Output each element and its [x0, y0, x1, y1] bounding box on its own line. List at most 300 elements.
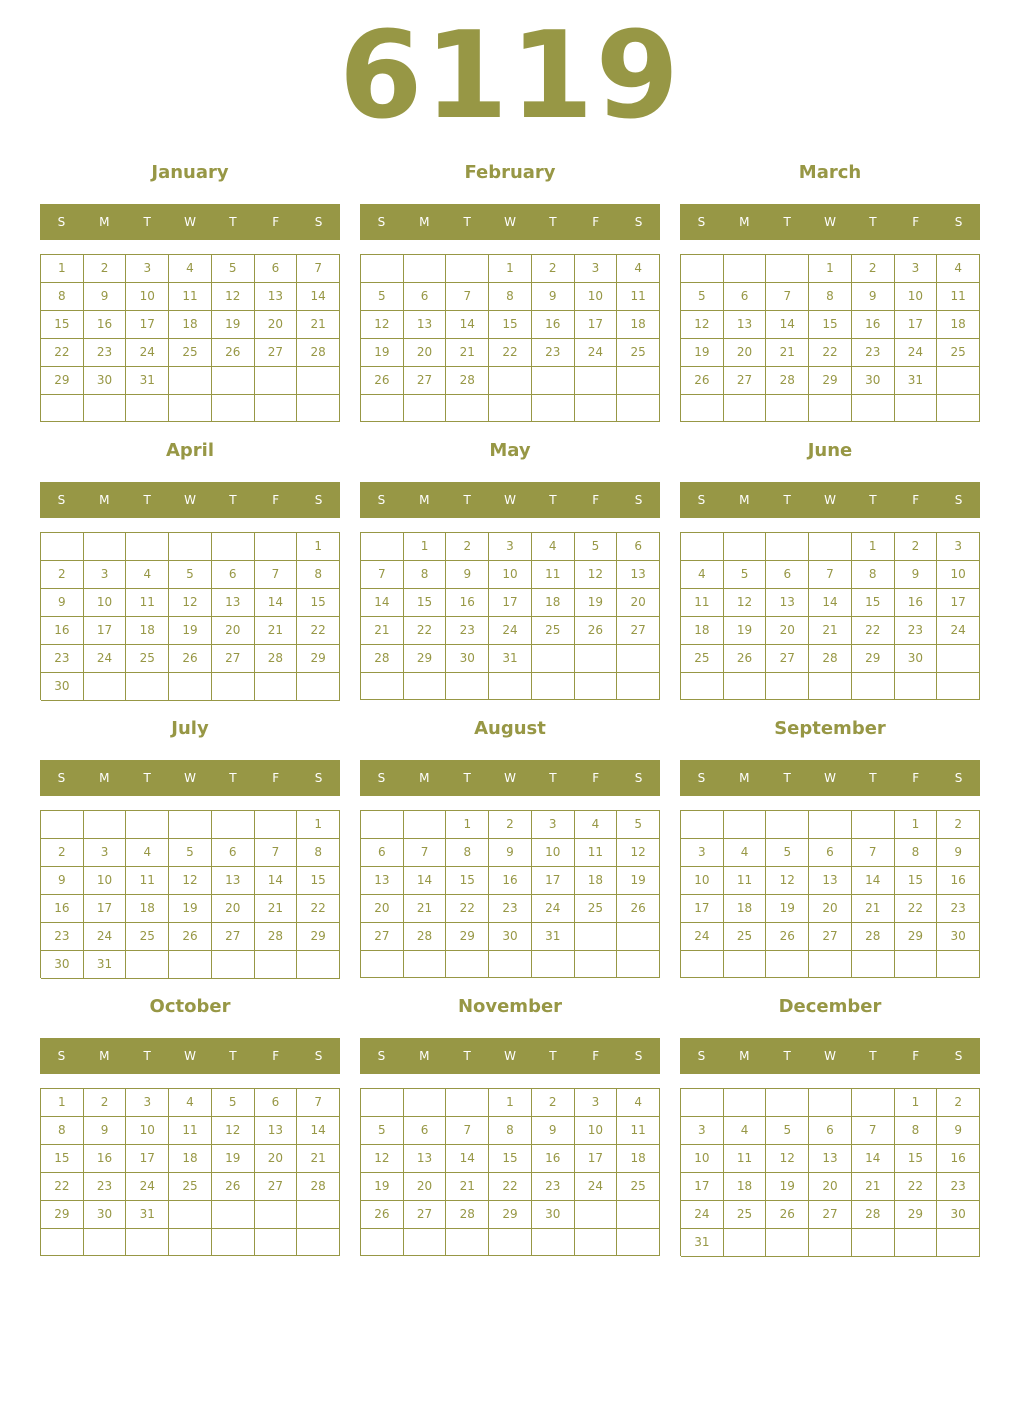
empty-cell [446, 395, 489, 422]
weekday-label: M [739, 1049, 750, 1063]
day-cell: 18 [575, 867, 618, 895]
day-cell: 13 [724, 311, 767, 339]
day-cell: 22 [489, 339, 532, 367]
day-cell: 8 [297, 561, 340, 589]
weekday-label: T [143, 771, 151, 785]
empty-cell [212, 395, 255, 422]
day-cell: 10 [937, 561, 980, 589]
empty-cell [255, 673, 298, 701]
day-cell: 17 [575, 311, 618, 339]
empty-cell [84, 533, 127, 561]
day-cell: 28 [446, 1201, 489, 1229]
day-cell: 29 [895, 1201, 938, 1229]
day-cell: 23 [41, 923, 84, 951]
weekday-label: T [869, 771, 877, 785]
weekday-label: M [419, 771, 430, 785]
day-cell: 1 [404, 533, 447, 561]
weekday-label: W [504, 493, 516, 507]
day-cell: 24 [84, 645, 127, 673]
weekday-label: S [697, 215, 706, 229]
weekday-label: W [184, 493, 196, 507]
day-cell: 18 [724, 1173, 767, 1201]
day-cell: 21 [297, 1145, 340, 1173]
day-cell: 8 [446, 839, 489, 867]
day-cell: 19 [681, 339, 724, 367]
day-cell: 11 [532, 561, 575, 589]
empty-cell [169, 811, 212, 839]
day-cell: 13 [404, 1145, 447, 1173]
day-cell: 29 [297, 645, 340, 673]
empty-cell [895, 673, 938, 700]
day-cell: 23 [84, 1173, 127, 1201]
day-cell: 3 [681, 839, 724, 867]
empty-cell [809, 395, 852, 422]
empty-cell [84, 673, 127, 701]
day-cell: 21 [852, 1173, 895, 1201]
day-cell: 16 [84, 311, 127, 339]
weekday-label: M [99, 493, 110, 507]
empty-cell [766, 395, 809, 422]
day-cell: 19 [212, 311, 255, 339]
day-cell: 26 [212, 1173, 255, 1201]
empty-cell [766, 1089, 809, 1117]
day-cell: 28 [255, 923, 298, 951]
day-cell: 9 [41, 589, 84, 617]
day-cell: 2 [532, 255, 575, 283]
day-cell: 10 [895, 283, 938, 311]
empty-cell [532, 1229, 575, 1256]
weekday-label: T [143, 493, 151, 507]
day-cell: 18 [681, 617, 724, 645]
empty-cell [681, 811, 724, 839]
day-cell: 11 [126, 589, 169, 617]
day-cell: 29 [489, 1201, 532, 1229]
weekday-label: S [377, 1049, 386, 1063]
day-cell: 16 [41, 895, 84, 923]
day-cell: 6 [617, 533, 660, 561]
day-cell: 22 [809, 339, 852, 367]
day-cell: 6 [255, 255, 298, 283]
day-cell: 9 [937, 1117, 980, 1145]
weekday-label: S [954, 1049, 963, 1063]
day-cell: 18 [617, 311, 660, 339]
day-cell: 17 [895, 311, 938, 339]
day-cell: 19 [766, 1173, 809, 1201]
empty-cell [724, 1089, 767, 1117]
weekday-label: M [739, 771, 750, 785]
day-cell: 19 [724, 617, 767, 645]
empty-cell [361, 1089, 404, 1117]
day-cell: 11 [169, 1117, 212, 1145]
day-cell: 21 [766, 339, 809, 367]
empty-cell [681, 673, 724, 700]
empty-cell [404, 1089, 447, 1117]
weekday-label: T [463, 1049, 471, 1063]
empty-cell [255, 951, 298, 979]
day-cell: 14 [852, 1145, 895, 1173]
day-cell: 13 [255, 1117, 298, 1145]
empty-cell [212, 367, 255, 395]
empty-cell [766, 673, 809, 700]
weekday-header [680, 760, 980, 796]
empty-cell [169, 533, 212, 561]
weekday-header [680, 204, 980, 240]
day-cell: 4 [937, 255, 980, 283]
day-cell: 22 [489, 1173, 532, 1201]
empty-cell [617, 1229, 660, 1256]
day-cell: 8 [895, 839, 938, 867]
day-cell: 18 [169, 1145, 212, 1173]
day-cell: 21 [809, 617, 852, 645]
empty-cell [852, 1229, 895, 1257]
empty-cell [617, 645, 660, 673]
empty-cell [489, 1229, 532, 1256]
day-cell: 9 [41, 867, 84, 895]
empty-cell [681, 395, 724, 422]
empty-cell [255, 1229, 298, 1256]
weekday-label: S [697, 493, 706, 507]
weekday-label: T [229, 493, 237, 507]
day-cell: 23 [532, 1173, 575, 1201]
day-cell: 15 [404, 589, 447, 617]
day-cell: 6 [724, 283, 767, 311]
empty-cell [41, 1229, 84, 1256]
empty-cell [297, 1201, 340, 1229]
day-cell: 12 [724, 589, 767, 617]
day-cell: 7 [446, 1117, 489, 1145]
weekday-label: T [783, 771, 791, 785]
day-cell: 15 [41, 1145, 84, 1173]
day-cell: 18 [126, 895, 169, 923]
month-title: February [464, 162, 556, 183]
day-cell: 19 [766, 895, 809, 923]
day-cell: 6 [809, 1117, 852, 1145]
weekday-label: T [549, 771, 557, 785]
day-cell: 27 [212, 923, 255, 951]
empty-cell [852, 673, 895, 700]
empty-cell [126, 811, 169, 839]
day-cell: 5 [617, 811, 660, 839]
day-cell: 5 [766, 839, 809, 867]
weekday-label: T [143, 1049, 151, 1063]
weekday-label: T [549, 1049, 557, 1063]
empty-cell [446, 255, 489, 283]
day-cell: 12 [617, 839, 660, 867]
weekday-header [680, 1038, 980, 1074]
weekday-label: T [229, 1049, 237, 1063]
day-cell: 12 [575, 561, 618, 589]
empty-cell [617, 1201, 660, 1229]
day-cell: 22 [297, 617, 340, 645]
weekday-label: F [592, 1049, 600, 1063]
empty-cell [297, 367, 340, 395]
weekday-label: W [824, 1049, 836, 1063]
empty-cell [489, 367, 532, 395]
day-cell: 5 [212, 1089, 255, 1117]
day-cell: 20 [404, 339, 447, 367]
weekday-label: W [824, 215, 836, 229]
weekday-label: S [314, 771, 323, 785]
day-cell: 24 [126, 339, 169, 367]
day-cell: 7 [766, 283, 809, 311]
weekday-label: S [57, 1049, 66, 1063]
weekday-label: S [697, 1049, 706, 1063]
empty-cell [297, 951, 340, 979]
day-cell: 25 [937, 339, 980, 367]
empty-cell [212, 533, 255, 561]
day-cell: 2 [41, 561, 84, 589]
empty-cell [937, 367, 980, 395]
day-cell: 28 [852, 923, 895, 951]
empty-cell [724, 811, 767, 839]
day-cell: 21 [255, 617, 298, 645]
day-cell: 11 [169, 283, 212, 311]
day-cell: 3 [489, 533, 532, 561]
day-cell: 3 [937, 533, 980, 561]
day-cell: 11 [617, 1117, 660, 1145]
day-cell: 8 [489, 283, 532, 311]
empty-cell [681, 951, 724, 978]
day-cell: 3 [84, 839, 127, 867]
empty-cell [84, 395, 127, 422]
day-cell: 29 [809, 367, 852, 395]
day-grid [40, 810, 340, 978]
day-cell: 8 [41, 283, 84, 311]
day-cell: 15 [852, 589, 895, 617]
weekday-label: T [869, 215, 877, 229]
empty-cell [937, 395, 980, 422]
day-cell: 5 [681, 283, 724, 311]
day-cell: 17 [126, 1145, 169, 1173]
weekday-label: F [592, 215, 600, 229]
day-cell: 16 [937, 867, 980, 895]
weekday-label: T [783, 1049, 791, 1063]
day-cell: 20 [724, 339, 767, 367]
day-cell: 19 [361, 1173, 404, 1201]
day-cell: 27 [255, 339, 298, 367]
empty-cell [446, 673, 489, 700]
day-cell: 14 [809, 589, 852, 617]
weekday-label: S [634, 771, 643, 785]
weekday-header [40, 204, 340, 240]
day-cell: 9 [532, 1117, 575, 1145]
day-cell: 17 [126, 311, 169, 339]
empty-cell [575, 367, 618, 395]
day-cell: 13 [361, 867, 404, 895]
day-cell: 15 [41, 311, 84, 339]
day-cell: 15 [489, 1145, 532, 1173]
day-cell: 17 [937, 589, 980, 617]
day-cell: 23 [84, 339, 127, 367]
day-cell: 12 [169, 867, 212, 895]
empty-cell [575, 395, 618, 422]
day-cell: 16 [532, 311, 575, 339]
day-grid [360, 810, 660, 978]
day-cell: 1 [489, 255, 532, 283]
day-grid [680, 810, 980, 978]
day-cell: 10 [575, 1117, 618, 1145]
day-cell: 24 [532, 895, 575, 923]
empty-cell [126, 673, 169, 701]
day-cell: 19 [169, 617, 212, 645]
weekday-label: T [463, 771, 471, 785]
weekday-label: T [783, 215, 791, 229]
empty-cell [169, 395, 212, 422]
day-cell: 28 [852, 1201, 895, 1229]
empty-cell [297, 673, 340, 701]
day-cell: 25 [617, 1173, 660, 1201]
day-cell: 28 [361, 645, 404, 673]
weekday-label: T [549, 215, 557, 229]
day-cell: 3 [84, 561, 127, 589]
day-cell: 23 [489, 895, 532, 923]
empty-cell [361, 951, 404, 978]
empty-cell [489, 395, 532, 422]
weekday-label: T [463, 215, 471, 229]
day-cell: 17 [575, 1145, 618, 1173]
day-cell: 21 [446, 1173, 489, 1201]
day-cell: 26 [169, 923, 212, 951]
empty-cell [404, 951, 447, 978]
weekday-label: S [57, 493, 66, 507]
day-cell: 4 [532, 533, 575, 561]
day-cell: 25 [126, 645, 169, 673]
empty-cell [404, 811, 447, 839]
empty-cell [361, 673, 404, 700]
day-cell: 4 [575, 811, 618, 839]
day-cell: 26 [766, 923, 809, 951]
day-cell: 8 [41, 1117, 84, 1145]
empty-cell [169, 673, 212, 701]
day-cell: 1 [41, 1089, 84, 1117]
day-cell: 18 [169, 311, 212, 339]
day-cell: 20 [809, 895, 852, 923]
day-cell: 24 [489, 617, 532, 645]
weekday-header [360, 760, 660, 796]
empty-cell [126, 951, 169, 979]
empty-cell [41, 811, 84, 839]
day-cell: 22 [404, 617, 447, 645]
day-cell: 1 [297, 811, 340, 839]
empty-cell [169, 951, 212, 979]
day-cell: 2 [937, 1089, 980, 1117]
empty-cell [937, 1229, 980, 1257]
day-cell: 16 [489, 867, 532, 895]
empty-cell [212, 1201, 255, 1229]
day-cell: 23 [937, 1173, 980, 1201]
day-cell: 27 [724, 367, 767, 395]
weekday-label: S [377, 215, 386, 229]
weekday-label: F [592, 493, 600, 507]
day-cell: 2 [84, 255, 127, 283]
weekday-label: S [954, 493, 963, 507]
day-cell: 3 [575, 1089, 618, 1117]
empty-cell [84, 1229, 127, 1256]
day-cell: 30 [852, 367, 895, 395]
day-cell: 29 [895, 923, 938, 951]
empty-cell [766, 533, 809, 561]
day-cell: 25 [681, 645, 724, 673]
day-cell: 6 [809, 839, 852, 867]
day-cell: 31 [532, 923, 575, 951]
day-cell: 8 [404, 561, 447, 589]
day-cell: 28 [446, 367, 489, 395]
day-cell: 1 [809, 255, 852, 283]
day-cell: 14 [852, 867, 895, 895]
day-cell: 27 [766, 645, 809, 673]
day-cell: 4 [126, 839, 169, 867]
day-cell: 11 [724, 867, 767, 895]
empty-cell [681, 1089, 724, 1117]
empty-cell [895, 951, 938, 978]
day-cell: 25 [617, 339, 660, 367]
day-cell: 24 [937, 617, 980, 645]
weekday-label: S [314, 1049, 323, 1063]
weekday-label: F [272, 493, 280, 507]
day-cell: 26 [212, 339, 255, 367]
day-cell: 30 [895, 645, 938, 673]
empty-cell [724, 255, 767, 283]
day-cell: 24 [681, 1201, 724, 1229]
day-cell: 23 [41, 645, 84, 673]
day-cell: 30 [84, 1201, 127, 1229]
day-cell: 10 [532, 839, 575, 867]
day-cell: 26 [575, 617, 618, 645]
empty-cell [297, 1229, 340, 1256]
weekday-label: W [184, 771, 196, 785]
day-grid [360, 254, 660, 422]
day-cell: 13 [404, 311, 447, 339]
day-cell: 3 [126, 255, 169, 283]
day-cell: 9 [937, 839, 980, 867]
day-cell: 6 [361, 839, 404, 867]
day-cell: 1 [895, 1089, 938, 1117]
day-cell: 9 [84, 1117, 127, 1145]
day-cell: 10 [126, 283, 169, 311]
day-cell: 2 [84, 1089, 127, 1117]
day-cell: 22 [41, 1173, 84, 1201]
day-cell: 7 [404, 839, 447, 867]
day-grid [360, 1088, 660, 1256]
empty-cell [617, 395, 660, 422]
day-cell: 29 [404, 645, 447, 673]
weekday-label: M [419, 215, 430, 229]
day-cell: 20 [617, 589, 660, 617]
day-cell: 12 [361, 1145, 404, 1173]
day-cell: 21 [297, 311, 340, 339]
empty-cell [575, 923, 618, 951]
day-cell: 26 [361, 1201, 404, 1229]
day-cell: 24 [575, 339, 618, 367]
day-cell: 10 [489, 561, 532, 589]
weekday-label: W [504, 1049, 516, 1063]
weekday-label: M [99, 1049, 110, 1063]
empty-cell [575, 951, 618, 978]
day-cell: 7 [852, 839, 895, 867]
day-cell: 17 [84, 617, 127, 645]
month-title: June [807, 440, 853, 461]
day-cell: 31 [126, 367, 169, 395]
day-cell: 28 [255, 645, 298, 673]
day-cell: 29 [297, 923, 340, 951]
day-cell: 29 [41, 1201, 84, 1229]
empty-cell [724, 673, 767, 700]
day-cell: 14 [446, 1145, 489, 1173]
empty-cell [809, 1089, 852, 1117]
weekday-label: W [184, 1049, 196, 1063]
day-cell: 23 [532, 339, 575, 367]
month-title: April [165, 440, 215, 461]
